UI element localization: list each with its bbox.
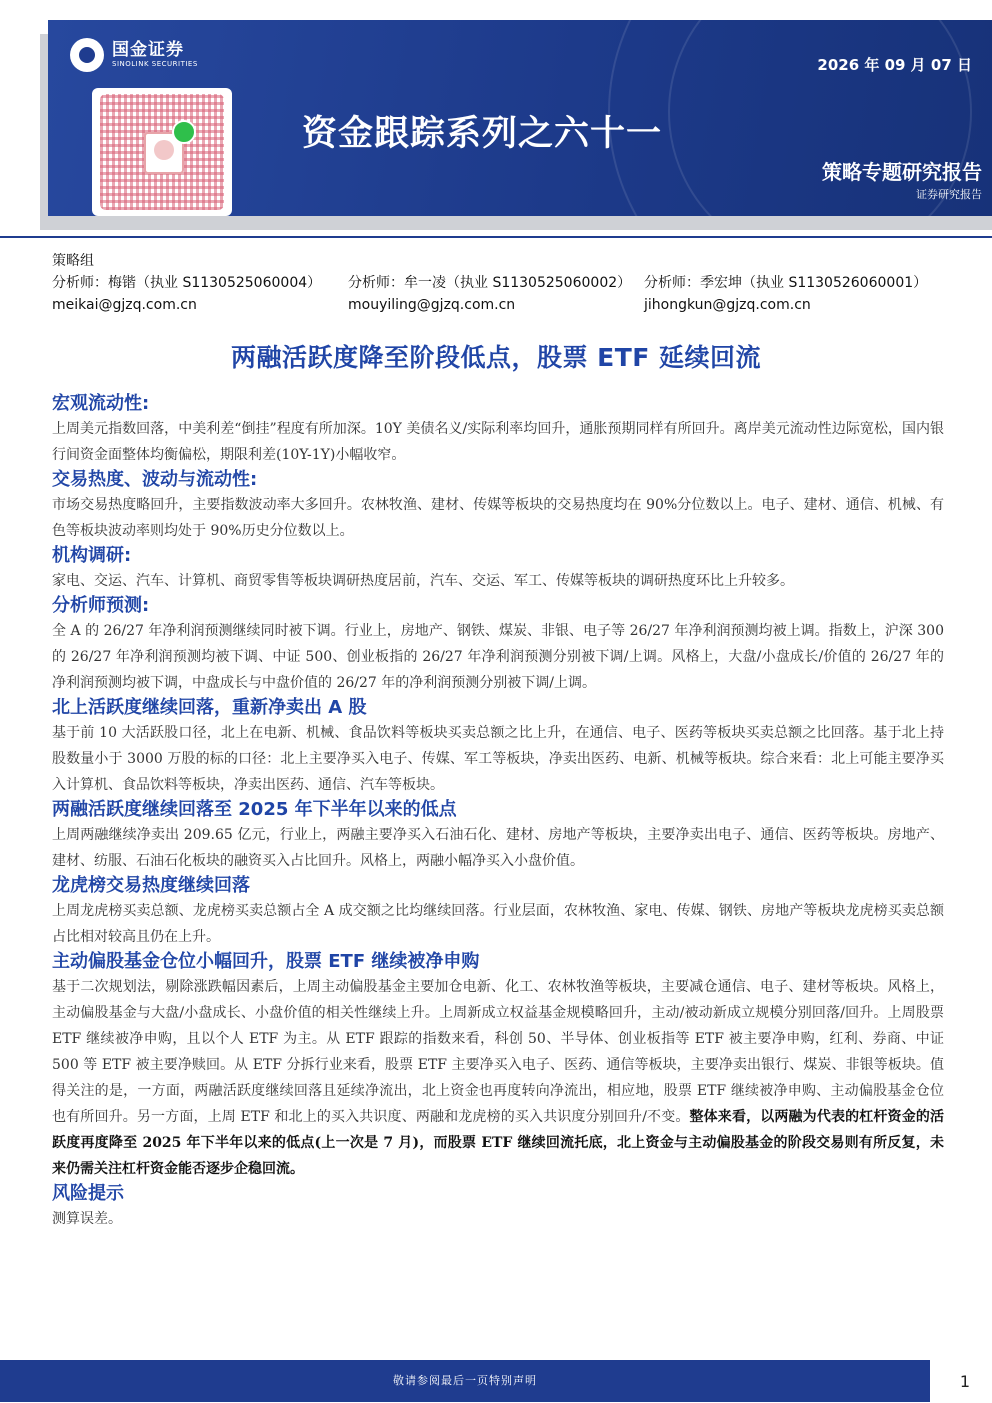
report-date: 2026 年 09 月 07 日 — [817, 56, 972, 74]
analyst-email[interactable]: jihongkun@gjzq.com.cn — [644, 297, 811, 313]
section-body: 上周两融继续净卖出 209.65 亿元，行业上，两融主要净买入石油石化、建材、房地产等板块，主要净卖出电子、通信、医药等板块。房地产、建材、纺服、石油石化板块的融资买入占比回升。风格上，两融小幅净买入小盘价值。 — [52, 827, 944, 869]
section-title: 宏观流动性: — [52, 393, 150, 414]
analyst-group: 策略组 — [52, 253, 94, 269]
report-type: 策略专题研究报告 — [822, 160, 982, 184]
header-divider — [0, 236, 992, 238]
logo-en: SINOLINK SECURITIES — [112, 60, 198, 68]
section-body: 全 A 的 26/27 年净利润预测继续同时被下调。行业上，房地产、钢铁、煤炭、非银、电子等 26/27 年净利润预测均被上调。指数上，沪深 300 的 26/27 年净利润预测均被下调、中证 500、创业板指的 26/27 年净利润预测分别被下调/上调。风格上，大盘/小盘成长/价值的 26/27 年的净利润预测均被下调，中盘成长与中盘价值的 26/27 年的净利润预测分别被下调/上调。 — [52, 623, 944, 691]
section-body: 测算误差。 — [52, 1211, 122, 1227]
report-headline: 两融活跃度降至阶段低点，股票 ETF 延续回流 — [230, 343, 762, 372]
section-body: 基于前 10 大活跃股口径，北上在电新、机械、食品饮料等板块买卖总额之比上升，在通信、电子、医药等板块买卖总额之比回落。基于北上持股数量小于 3000 万股的标的口径：北上主要净买入电子、传媒、军工等板块，净卖出医药、电新、机械等板块。综合来看：北上可能主要净买入计算机、食品饮料等板块，净卖出医药、通信、汽车等板块。 — [52, 725, 944, 793]
section-body — [52, 974, 944, 1182]
section-title: 风险提示 — [52, 1183, 124, 1204]
report-content — [52, 392, 944, 1232]
section-title: 龙虎榜交易热度继续回落 — [52, 875, 250, 896]
analyst-email[interactable]: meikai@gjzq.com.cn — [52, 297, 197, 313]
logo-icon — [70, 38, 104, 72]
footer-notice: 敬请参阅最后一页特别声明 — [393, 1374, 537, 1387]
section-conclusion: 整体来看，以两融为代表的杠杆资金的活跃度再度降至 2025 年下半年以来的低点(上一次是 7 月)，而股票 ETF 继续回流托底，北上资金与主动偏股基金的阶段交易则有所反复，未来仍需关注杠杆资金能否逐步企稳回流。 — [52, 1109, 944, 1177]
section-body: 家电、交运、汽车、计算机、商贸零售等板块调研热度居前，汽车、交运、军工、传媒等板块的调研热度环比上升较多。 — [52, 573, 794, 589]
section-body: 上周龙虎榜买卖总额、龙虎榜买卖总额占全 A 成交额之比均继续回落。行业层面，农林牧渔、家电、传媒、钢铁、房地产等板块龙虎榜买卖总额占比相对较高且仍在上升。 — [52, 903, 944, 945]
section-body: 上周美元指数回落，中美利差“倒挂”程度有所加深。10Y 美债名义/实际利率均回升，通胀预期同样有所回升。离岸美元流动性边际宽松，国内银行间资金面整体均衡偏松，期限利差(10Y-1Y)小幅收窄。 — [52, 421, 944, 463]
section-title: 北上活跃度继续回落，重新净卖出 A 股 — [52, 697, 367, 718]
analyst-title: 分析师：季宏坤（执业 S1130526060001） — [644, 275, 928, 291]
analyst-title: 分析师：牟一凌（执业 S1130525060002） — [348, 275, 632, 291]
page-number: 1 — [959, 1372, 970, 1391]
report-subtype: 证券研究报告 — [916, 188, 982, 201]
section-title: 分析师预测: — [52, 595, 150, 616]
section-body-text: 基于二次规划法，剔除涨跌幅因素后，上周主动偏股基金主要加仓电新、化工、农林牧渔等板块，主要减仓通信、电子、建材等板块。风格上，主动偏股基金与大盘/小盘成长、小盘价值的相关性继续上升。上周新成立权益基金规模略回升，主动/被动新成立规模分别回落/回升。上周股票 ETF 继续被净申购，且以个人 ETF 为主。从 ETF 跟踪的指数来看，科创 50、半导体、创业板指等 ETF 被主要净申购，红利、券商、中证 500 等 ETF 被主要净赎回。从 ETF 分拆行业来看，股票 ETF 主要净买入电子、医药、通信等板块，主要净卖出银行、煤炭、非银等板块。值得关注的是，一方面，两融活跃度继续回落且延续净流出，北上资金也再度转向净流出，相应地，股票 ETF 继续被净申购、主动偏股基金仓位也有所回升。另一方面，上周 ETF 和北上的买入共识度、两融和龙虎榜的买入共识度分别回升/不变。 — [52, 979, 944, 1125]
analyst-email[interactable]: mouyiling@gjzq.com.cn — [348, 297, 516, 313]
section-title: 交易热度、波动与流动性: — [52, 469, 258, 490]
section-title: 主动偏股基金仓位小幅回升，股票 ETF 继续被净申购 — [52, 951, 480, 972]
logo-cn: 国金证券 — [112, 40, 184, 60]
analyst-title: 分析师：梅锴（执业 S1130525060004） — [52, 275, 322, 291]
section-title: 机构调研: — [52, 545, 132, 566]
section-body: 市场交易热度略回升，主要指数波动率大多回升。农林牧渔、建材、传媒等板块的交易热度均在 90%分位数以上。电子、建材、通信、机械、有色等板块波动率则均处于 90%历史分位数以上。 — [52, 497, 944, 539]
company-logo — [70, 38, 198, 72]
header-banner — [48, 20, 992, 216]
wechat-badge-icon — [172, 120, 196, 144]
qr-code-icon — [92, 88, 232, 216]
analyst-block — [52, 250, 952, 316]
series-title: 资金跟踪系列之六十一 — [302, 114, 663, 154]
section-title: 两融活跃度继续回落至 2025 年下半年以来的低点 — [52, 799, 457, 820]
